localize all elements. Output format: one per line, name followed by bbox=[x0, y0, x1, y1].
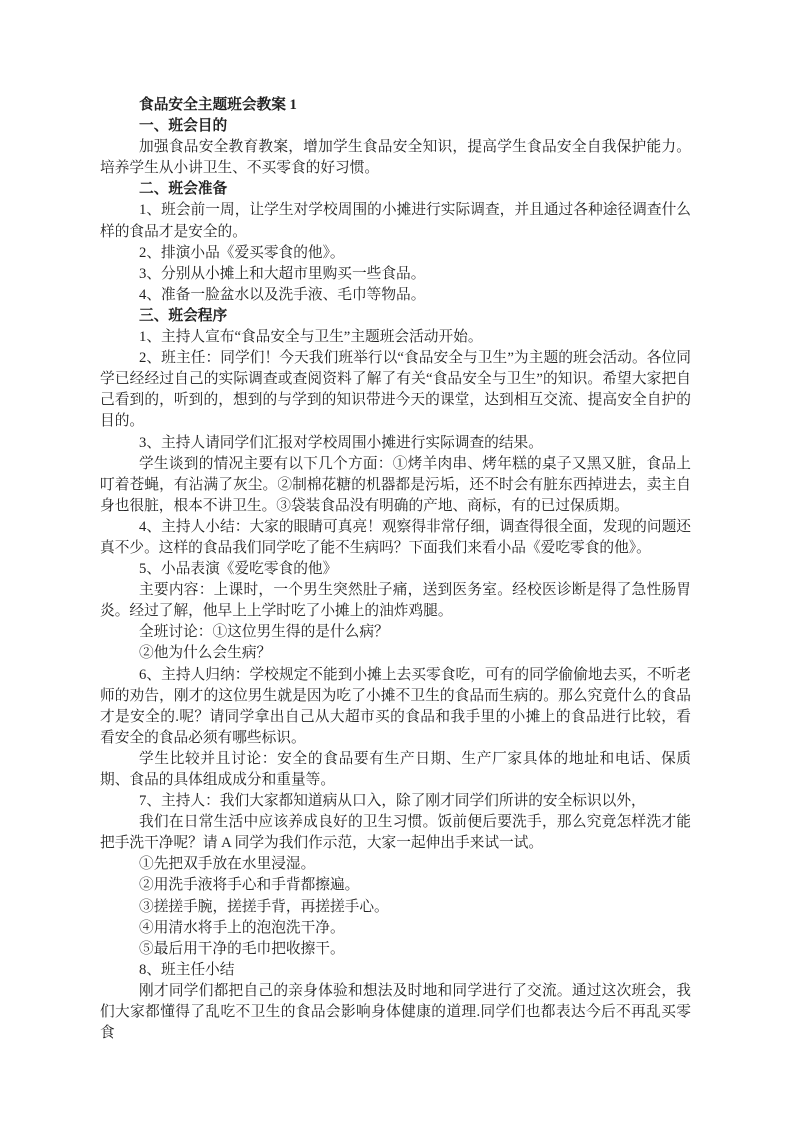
doc-paragraph: ④用清水将手上的泡泡洗干净。 bbox=[139, 919, 345, 936]
doc-paragraph: 7、主持人：我们大家都知道病从口入，除了刚才同学们所讲的安全标识以外， bbox=[139, 793, 646, 810]
doc-paragraph: 1、主持人宣布“食品安全与卫生”主题班会活动开始。 bbox=[139, 329, 483, 346]
document-body bbox=[100, 95, 691, 1044]
doc-paragraph: 5、小品表演《爱吃零食的他》 bbox=[139, 561, 338, 578]
doc-paragraph: 学生谈到的情况主要有以下几个方面：①烤羊肉串、烤年糕的桌子又黑又脏，食品上叮着苍蝇，有沾满了灰尘。②制棉花糖的机器都是污垢，还不时会有脏东西掉进去，卖主自身也很脏，根本不讲卫生。③袋装食品没有明确的产地、商标，有的已过保质期。 bbox=[100, 455, 691, 514]
doc-paragraph: 3、主持人请同学们汇报对学校周围小摊进行实际调查的结果。 bbox=[139, 434, 543, 451]
doc-paragraph: 4、准备一脸盆水以及洗手液、毛巾等物品。 bbox=[139, 286, 426, 303]
doc-paragraph: 加强食品安全教育教案，增加学生食品安全知识，提高学生食品安全自我保护能力。培养学生从小讲卫生、不买零食的好习惯。 bbox=[100, 139, 691, 177]
doc-paragraph: ③搓搓手腕，搓搓手背，再搓搓手心。 bbox=[139, 898, 389, 915]
doc-paragraph: 3、分别从小摊上和大超市里购买一些食品。 bbox=[139, 265, 426, 282]
doc-paragraph: 2、排演小品《爱买零食的他》。 bbox=[139, 244, 345, 261]
doc-paragraph: 主要内容：上课时，一个男生突然肚子痛，送到医务室。经校医诊断是得了急性肠胃炎。经过了解，他早上上学时吃了小摊上的油炸鸡腿。 bbox=[100, 582, 691, 620]
doc-paragraph: 6、主持人归纳：学校规定不能到小摊上去买零食吃，可有的同学偷偷地去买，不听老师的劝告，刚才的这位男生就是因为吃了小摊不卫生的食品而生病的。那么究竟什么的食品才是安全的.呢？请同学拿出自己从大超市买的食品和我手里的小摊上的食品进行比较，看看安全的食品必须有哪些标识。 bbox=[100, 666, 691, 746]
doc-paragraph: ②他为什么会生病？ bbox=[139, 645, 272, 662]
doc-paragraph: 刚才同学们都把自己的亲身体验和想法及时地和同学进行了交流。通过这次班会，我们大家都懂得了乱吃不卫生的食品会影响身体健康的道理.同学们也都表达今后不再乱买零食 bbox=[100, 982, 691, 1042]
doc-paragraph: 2、班主任：同学们！今天我们班举行以“食品安全与卫生”为主题的班会活动。各位同学已经经过自己的实际调查或查阅资料了解了有关“食品安全与卫生”的知识。希望大家把自己看到的，听到的，想到的与学到的知识带进今天的课堂，达到相互交流、提高安全自护的目的。 bbox=[100, 350, 691, 430]
doc-paragraph: ①先把双手放在水里浸湿。 bbox=[139, 856, 316, 873]
doc-paragraph: 4、主持人小结：大家的眼睛可真亮！观察得非常仔细，调查得很全面，发现的问题还真不少。这样的食品我们同学吃了能不生病吗？下面我们来看小品《爱吃零食的他》。 bbox=[100, 518, 691, 556]
doc-paragraph: 我们在日常生活中应该养成良好的卫生习惯。饭前便后要洗手，那么究竟怎样洗才能把手洗干净呢？请 A 同学为我们作示范，大家一起伸出手来试一试。 bbox=[100, 814, 691, 852]
section-heading: 三、班会程序 bbox=[139, 307, 228, 324]
doc-paragraph: ②用洗手液将手心和手背都擦遍。 bbox=[139, 877, 360, 894]
document-title: 食品安全主题班会教案 1 bbox=[139, 97, 297, 113]
doc-paragraph: ⑤最后用干净的毛巾把收擦干。 bbox=[139, 940, 345, 957]
doc-paragraph: 全班讨论：①这位男生得的是什么病？ bbox=[139, 624, 389, 641]
section-heading: 一、班会目的 bbox=[139, 118, 228, 135]
doc-paragraph: 学生比较并且讨论：安全的食品要有生产日期、生产厂家具体的地址和电话、保质期、食品的具体组成成分和重量等。 bbox=[100, 750, 691, 788]
section-heading: 二、班会准备 bbox=[139, 181, 228, 198]
doc-paragraph: 1、班会前一周，让学生对学校周围的小摊进行实际调查，并且通过各种途径调查什么样的食品才是安全的。 bbox=[100, 202, 691, 240]
doc-paragraph: 8、班主任小结 bbox=[139, 961, 235, 978]
